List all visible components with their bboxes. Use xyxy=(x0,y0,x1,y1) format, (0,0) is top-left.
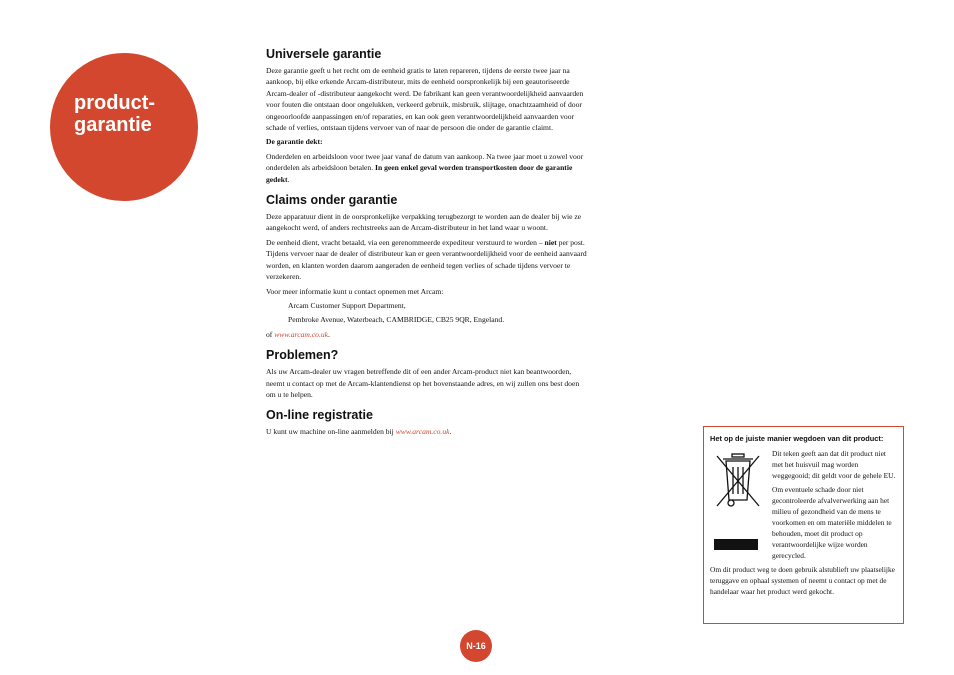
bin-underline-bar xyxy=(714,539,758,550)
or-text: of xyxy=(266,329,275,339)
disposal-paragraph-2-text: Om eventuele schade door niet gecontroleerde afvalverwerking aan het milieu of gezondheid van de mens te voorkomen en om materiële middelen te behouden, moet dit product op verantwoordelijke wijze worden gerecycled. xyxy=(772,485,892,560)
paragraph-universele-1: Deze garantie geeft u het recht om de eenheid gratis te laten repareren, tijdens de eerste twee jaar na aankoop, bij elke erkende Arcam-distributeur, mits de eenheid oorspronkelijk bij een geautoriseerde Arcam-dealer of -distributeur aangekocht werd. De fabrikant kan geen verantwoordelijkheid aanvaarden voor fouten die ontstaan door ongelukken, verkeerd gebruik, misbruik, slijtage, onachtzaamheid of door ongeoorloofde aanpassingen en/of reparaties, en kan ook geen verantwoordelijkheid aanvaarden voor schade of verlies, ontstaan tijdens vervoer van of naar de persoon die onder de garantie claimt. xyxy=(266,66,584,133)
disposal-heading: Het op de juiste manier wegdoen van dit product: xyxy=(710,434,884,443)
address-line-1: Arcam Customer Support Department, xyxy=(288,300,406,310)
paragraph-claims-1: Deze apparatuur dient in de oorspronkelijke verpakking terugbezorgt te worden aan de dealer bij wie ze aangekocht werd, of anders rechtstreeks aan de Arcam-distributeur in het land waar u woont. xyxy=(266,212,582,233)
paragraph-problemen: Als uw Arcam-dealer uw vragen betreffende dit of een ander Arcam-product niet kan beantwoorden, neemt u contact op met de Arcam-klantendienst op het bovenstaande adres, en wij zullen ons best doen om u te helpen. xyxy=(266,367,580,399)
disposal-paragraph-3: Om dit product weg te doen gebruik alstublieft uw plaatselijke teruggave en ophaal systemen of neemt u contact op met de handelaar waar het product werd gekocht. xyxy=(710,565,895,596)
online-end: . xyxy=(449,427,452,437)
section-badge xyxy=(50,53,198,201)
garantie-dekt-text: De garantie dekt: xyxy=(266,137,323,147)
heading-universele-garantie: Universele garantie xyxy=(266,47,382,61)
paragraph-claims-2 xyxy=(266,237,590,283)
paragraph-claims-link xyxy=(266,329,590,340)
online-text: U kunt uw machine on-line aanmelden bij xyxy=(266,427,396,437)
paragraph-claims-2-c: per post. Tijdens vervoer naar de dealer of distributeur kan er geen verantwoordelijkheid voor de eenheid aanvaard worden, en klanten worden daarom aangeraden de eenheid tegen verlies of schade tijdens vervoer te verzekeren. xyxy=(266,237,587,282)
section-title: product- garantie xyxy=(74,92,156,136)
heading-problemen: Problemen? xyxy=(266,348,339,363)
disposal-body xyxy=(710,448,897,597)
paragraph-universele-2-bold: In geen enkel geval worden transportkosten door de garantie gedekt xyxy=(266,163,573,184)
heading-online-registratie: On-line registratie xyxy=(266,408,373,423)
paragraph-online xyxy=(266,426,590,437)
paragraph-claims-3: Voor meer informatie kunt u contact opnemen met Arcam: xyxy=(266,286,444,296)
disposal-paragraph-1: Dit teken geeft aan dat dit product niet met het huisvuil mag worden weggegooid; dit geldt voor de gehele EU. xyxy=(772,449,896,480)
disposal-box xyxy=(703,426,904,624)
page-number-badge xyxy=(460,630,492,662)
arcam-link[interactable]: www.arcam.co.uk xyxy=(274,329,329,339)
crossed-bin-icon xyxy=(714,452,762,516)
paragraph-universele-2 xyxy=(266,151,590,185)
main-content xyxy=(266,46,590,438)
heading-claims: Claims onder garantie xyxy=(266,193,398,208)
address-line-2: Pembroke Avenue, Waterbeach, CAMBRIDGE, CB25 9QR, Engeland. xyxy=(288,315,505,325)
link-end: . xyxy=(328,329,330,339)
paragraph-universele-2-end: . xyxy=(287,174,290,184)
garantie-dekt-label xyxy=(266,136,590,147)
page-number: N-16 xyxy=(466,641,486,651)
arcam-link-online[interactable]: www.arcam.co.uk xyxy=(395,427,450,437)
paragraph-claims-2-bold: niet xyxy=(544,237,557,247)
paragraph-universele-2-a: Onderdelen en arbeidsloon voor twee jaar vanaf de datum van aankoop. Na twee jaar moet u zowel voor onderdelen als arbeidsloon betalen. xyxy=(266,151,584,173)
paragraph-claims-2-a: De eenheid dient, vracht betaald, via een gerenommeerde expediteur verstuurd te worden – xyxy=(266,237,545,247)
